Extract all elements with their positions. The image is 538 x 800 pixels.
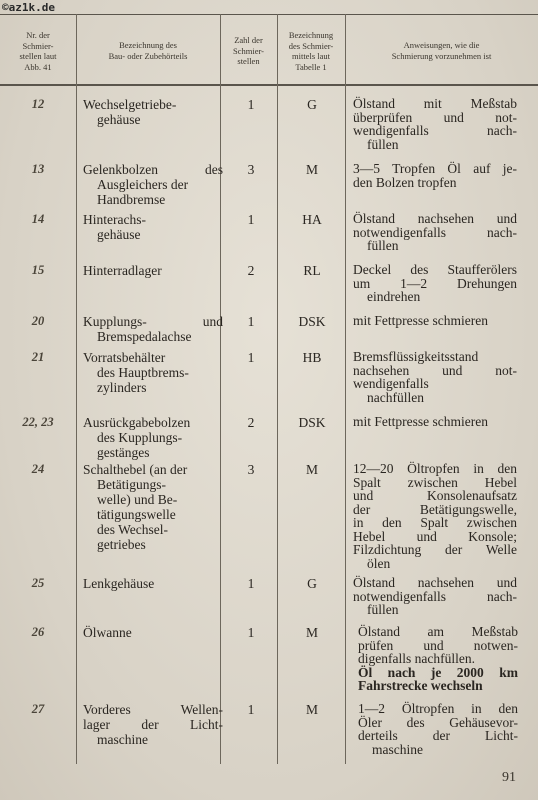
instruction [353,314,517,328]
lubrication-point-count: 1 [247,576,255,591]
instruction-line: der Betätigungswelle, [353,501,517,517]
lubricant-code: HA [302,212,322,227]
header-text: mittels laut [291,51,330,61]
part-name-line: tätigungswelle [97,507,176,522]
instruction-line: füllen [367,136,399,152]
part-name [83,576,223,591]
instruction-line: überprüfen und not- [353,109,517,125]
instruction-line: mit Fettpresse schmieren [353,313,488,328]
instruction-line: Spalt zwischen Hebel [353,474,517,490]
instruction-line: eindrehen [367,289,421,304]
instruction-line: 3—5 Tropfen Öl auf je- [353,161,517,176]
part-name-line: Vorderes Wellen- [83,702,223,717]
instruction-line: 12—20 Öltropfen in den [353,461,517,476]
page-number: 91 [502,770,516,785]
header-text: Schmier- [233,45,264,56]
part-name-line: Gelenkbolzen des [83,162,223,177]
watermark: ©az1k.de [2,1,55,14]
instruction-line: Ölstand nachsehen und [353,575,517,590]
instruction [353,162,517,189]
instruction [358,625,518,693]
instruction [353,97,517,151]
header-text: Schmierung vorzunehmen ist [391,50,492,61]
instruction-line: Öler des Gehäusevor- [358,714,518,730]
header-text: Nr. der [26,30,50,40]
lubricant-code: M [305,462,318,477]
part-name-line: lager der Licht- [83,717,223,732]
lubrication-point-count: 1 [247,97,255,112]
part-name-line: Ausrückgabebolzen [83,415,191,430]
part-name [83,263,223,278]
part-name-line: des Hauptbrems- [97,365,189,380]
column-divider [76,14,77,764]
instruction-line: notwendigenfalls nach- [353,588,517,604]
instruction [353,212,517,253]
row-number: 12 [31,97,45,111]
instruction [353,350,517,404]
instruction-line: Bremsflüssigkeitsstand [353,349,479,364]
row-number: 22, 23 [22,415,54,429]
part-name [83,97,223,127]
lubricant-code: DSK [298,415,326,430]
instruction-line-bold: Fahrstrecke wechseln [358,678,483,693]
header-bottom-rule [0,84,538,86]
lubricant-code: M [305,702,318,717]
part-name-line: gehäuse [97,227,141,242]
lubricant-code: DSK [298,314,326,329]
part-name-line: zylinders [97,380,147,395]
part-name-line: getriebes [97,537,146,552]
instruction-line: nachfüllen [367,389,424,405]
header-zahl [220,35,277,67]
part-name-line: Hinterachs- [83,212,146,227]
instruction-line: mit Fettpresse schmieren [353,414,488,429]
lubricant-code: HB [302,350,322,365]
header-text: Abb. 41 [24,61,52,72]
part-name-line: Vorratsbehälter [83,350,166,365]
instruction-line: 1—2 Öltropfen in den [358,701,518,716]
part-name-line: welle) und Be- [97,492,178,507]
lubrication-point-count: 1 [247,212,255,227]
part-name-line: des Kupplungs- [97,430,183,445]
part-name-line: Bremspedalachse [97,329,192,344]
instruction [353,462,517,570]
instruction-line: in den Spalt zwischen [353,515,517,530]
instruction-line: digenfalls nachfüllen. [358,651,475,666]
part-name-line: Schalthebel (an der [83,462,188,477]
header-text: Zahl der [234,35,263,45]
header-text: Bezeichnung [288,30,334,40]
row-number: 25 [31,576,45,590]
instruction-line: ölen [367,555,391,571]
instruction-line: Ölstand mit Meßstab [353,96,517,111]
instruction [353,576,517,617]
part-name-line: gestänges [97,445,150,460]
part-name [83,625,223,640]
instruction-line: Ölstand nachsehen und [353,211,517,226]
part-name-line: Wechselgetriebe- [83,97,177,112]
instruction-line: derteils der Licht- [358,728,518,743]
part-name-line: des Wechsel- [97,522,169,537]
row-number: 26 [31,625,45,639]
column-divider [345,14,346,764]
lubrication-point-count: 3 [247,462,255,477]
row-number: 15 [31,263,45,277]
lubrication-point-count: 1 [247,350,255,365]
header-text: Bezeichnung des [119,40,177,50]
lubrication-point-count: 2 [247,415,255,430]
part-name-line: Handbremse [97,192,166,207]
part-name-line: Ölwanne [83,625,132,640]
header-schmiermittel [277,30,345,72]
part-name [83,350,223,395]
instruction-line: und Konsolenaufsatz [353,488,517,503]
header-anweisungen [345,40,538,61]
header-text: stellen [237,56,260,66]
part-name [83,462,223,552]
instruction [353,263,517,304]
instruction-line: prüfen und notwen- [358,637,518,653]
instruction-line-bold: Öl nach je 2000 km [358,664,518,680]
table-top-rule [0,14,538,15]
lubrication-point-count: 2 [247,263,255,278]
header-text: Tabelle 1 [295,61,327,72]
part-name-line: Hinterradlager [83,263,162,278]
instruction-line: wendigenfalls [353,376,429,391]
part-name-line: Ausgleichers der [97,177,189,192]
column-divider [277,14,278,764]
instruction-line: Ölstand am Meßstab [358,624,518,639]
header-text: Bau- oder Zubehörteils [108,50,188,61]
part-name-line: gehäuse [97,112,141,127]
header-bezeichnung [76,40,220,61]
lubricant-code: G [307,97,317,112]
header-text: Anweisungen, wie die [403,40,480,50]
instruction-line: füllen [367,238,399,253]
lubricant-code: G [307,576,317,591]
instruction [358,702,518,756]
part-name [83,702,223,747]
lubrication-point-count: 1 [247,314,255,329]
part-name [83,314,223,344]
lubrication-point-count: 1 [247,702,255,717]
instruction-line: nachsehen und not- [353,362,517,378]
row-number: 27 [31,702,45,716]
header-text: des Schmier- [288,40,334,51]
part-name-line: maschine [97,732,148,747]
row-number: 20 [31,314,45,328]
row-number: 14 [31,212,45,226]
lubricant-code: M [305,625,318,640]
lubrication-point-count: 1 [247,625,255,640]
part-name [83,415,223,460]
instruction-line: Deckel des Staufferölers [353,262,517,277]
part-name [83,162,223,207]
row-number: 21 [31,350,45,364]
lubricant-code: RL [303,263,321,278]
instruction-line: Hebel und Konsole; [353,528,517,544]
instruction-line: maschine [372,741,423,757]
part-name [83,212,223,242]
header-nr [0,30,76,72]
row-number: 24 [31,462,45,476]
instruction [353,415,517,429]
instruction-line: um 1—2 Drehungen [353,275,517,291]
part-name-line: Betätigungs- [97,477,166,492]
lubricant-code: M [305,162,318,177]
row-number: 13 [31,162,45,176]
instruction-line: Filzdichtung der Welle [353,542,517,557]
header-text: Schmier- [22,40,54,51]
instruction-line: füllen [367,602,399,617]
lubrication-point-count: 3 [247,162,255,177]
instruction-line: den Bolzen tropfen [353,174,457,190]
part-name-line: Kupplungs- und [83,314,223,329]
part-name-line: Lenkgehäuse [83,576,155,591]
instruction-line: notwendigenfalls nach- [353,224,517,240]
header-text: stellen laut [19,51,57,61]
instruction-line: wendigenfalls nach- [353,123,517,138]
